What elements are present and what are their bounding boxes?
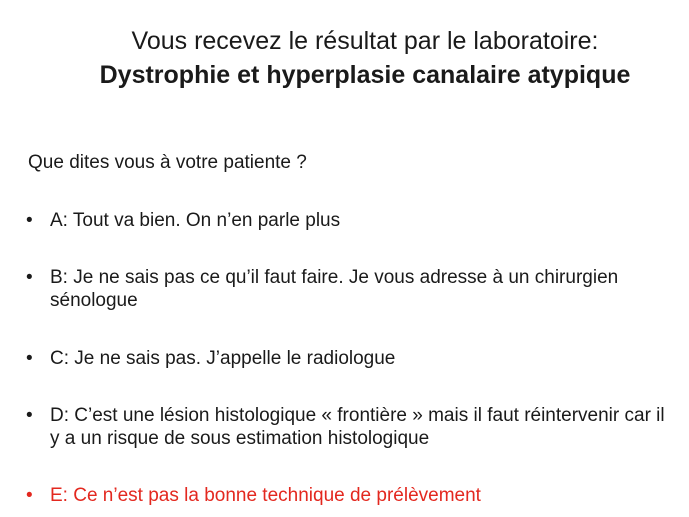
bullet-icon: •	[26, 210, 33, 231]
title-line-2: Dystrophie et hyperplasie canalaire atypique	[99, 61, 631, 89]
bullet-icon: •	[26, 485, 33, 506]
answer-a	[26, 209, 666, 232]
answer-e	[26, 484, 666, 507]
bullet-icon: •	[26, 267, 33, 288]
bullet-icon: •	[26, 348, 33, 369]
answer-e-text: E: Ce n’est pas la bonne technique de prélèvement	[50, 485, 481, 506]
slide-title	[60, 24, 670, 92]
answer-c-text: C: Je ne sais pas. J’appelle le radiologue	[50, 348, 396, 369]
answer-b-text: B: Je ne sais pas ce qu’il faut faire. Je vous adresse à un chirurgien sénologue	[50, 267, 619, 311]
answer-a-text: A: Tout va bien. On n’en parle plus	[50, 210, 341, 231]
question-text: Que dites vous à votre patiente ?	[28, 152, 307, 173]
bullet-icon: •	[26, 405, 33, 426]
title-line-1: Vous recevez le résultat par le laboratoire:	[131, 27, 599, 55]
answer-d-text: D: C’est une lésion histologique « frontière » mais il faut réintervenir car il y a un risque de sous estimation histologique	[50, 405, 665, 449]
answer-d	[26, 404, 666, 450]
answer-b	[26, 266, 666, 312]
answer-c	[26, 347, 666, 370]
